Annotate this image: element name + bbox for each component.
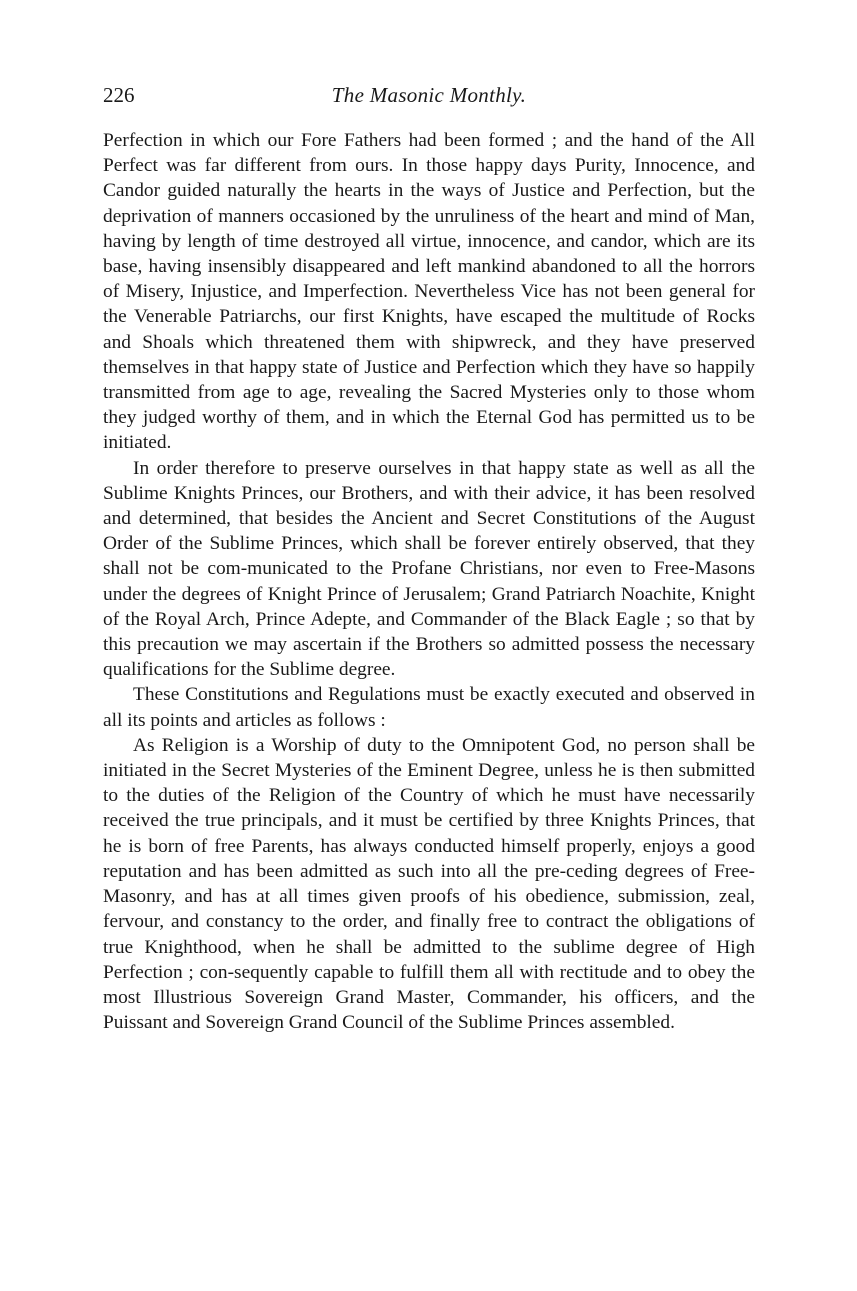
running-title: The Masonic Monthly. bbox=[331, 83, 527, 107]
book-page bbox=[103, 80, 755, 1035]
paragraph-resolution: In order therefore to preserve ourselves in that happy state as well as all the Sublime Knights Princes, our Brothers, and with their advice, it has been resolved and determined, that besides the Ancient and Secret Constitutions of the August Order of the Sublime Princes, which shall be forever entirely observed, that they shall not be com-municated to the Profane Christians, nor even to Free-Masons under the degrees of Knight Prince of Jerusalem; Grand Patriarch Noachite, Knight of the Royal Arch, Prince Adepte, and Commander of the Black Eagle ; so that by this precaution we may ascertain if the Brothers so admitted possess the necessary qualifications for the Sublime degree. bbox=[103, 457, 755, 681]
paragraph-constitutions: These Constitutions and Regulations must be exactly executed and observed in all its points and articles as follows : bbox=[103, 684, 755, 731]
page-number: 226 bbox=[103, 83, 135, 107]
body-text bbox=[103, 128, 755, 1035]
page-header bbox=[103, 80, 755, 110]
paragraph-continuation: Perfection in which our Fore Fathers had been formed ; and the hand of the All Perfect was far different from ours. In those happy days Purity, Innocence, and Candor guided naturally the hearts in the ways of Justice and Perfection, but the deprivation of manners occasioned by the unruliness of the heart and mind of Man, having by length of time destroyed all virtue, innocence, and candor, which are its base, having insensibly disappeared and left mankind abandoned to all the horrors of Misery, Injustice, and Imperfection. Nevertheless Vice has not been general for the Venerable Patriarchs, our first Knights, have escaped the multitude of Rocks and Shoals which threatened them with shipwreck, and they have preserved themselves in that happy state of Justice and Perfection which they have so happily transmitted from age to age, revealing the Sacred Mysteries only to those whom they judged worthy of them, and in which the Eternal God has permitted us to be initiated. bbox=[103, 130, 755, 454]
paragraph-religion: As Religion is a Worship of duty to the Omnipotent God, no person shall be initiated in the Secret Mysteries of the Eminent Degree, unless he is then submitted to the duties of the Religion of the Country of which he must have necessarily received the true principals, and it must be certified by three Knights Princes, that he is born of free Parents, has always conducted himself properly, enjoys a good reputation and has been admitted as such into all the pre-ceding degrees of Free-Masonry, and has at all times given proofs of his obedience, submission, zeal, fervour, and constancy to the order, and finally free to contract the obligations of true Knighthood, when he shall be admitted to the sublime degree of High Perfection ; con-sequently capable to fulfill them all with rectitude and to obey the most Illustrious Sovereign Grand Master, Commander, his officers, and the Puissant and Sovereign Grand Council of the Sublime Princes assembled. bbox=[103, 734, 755, 1034]
